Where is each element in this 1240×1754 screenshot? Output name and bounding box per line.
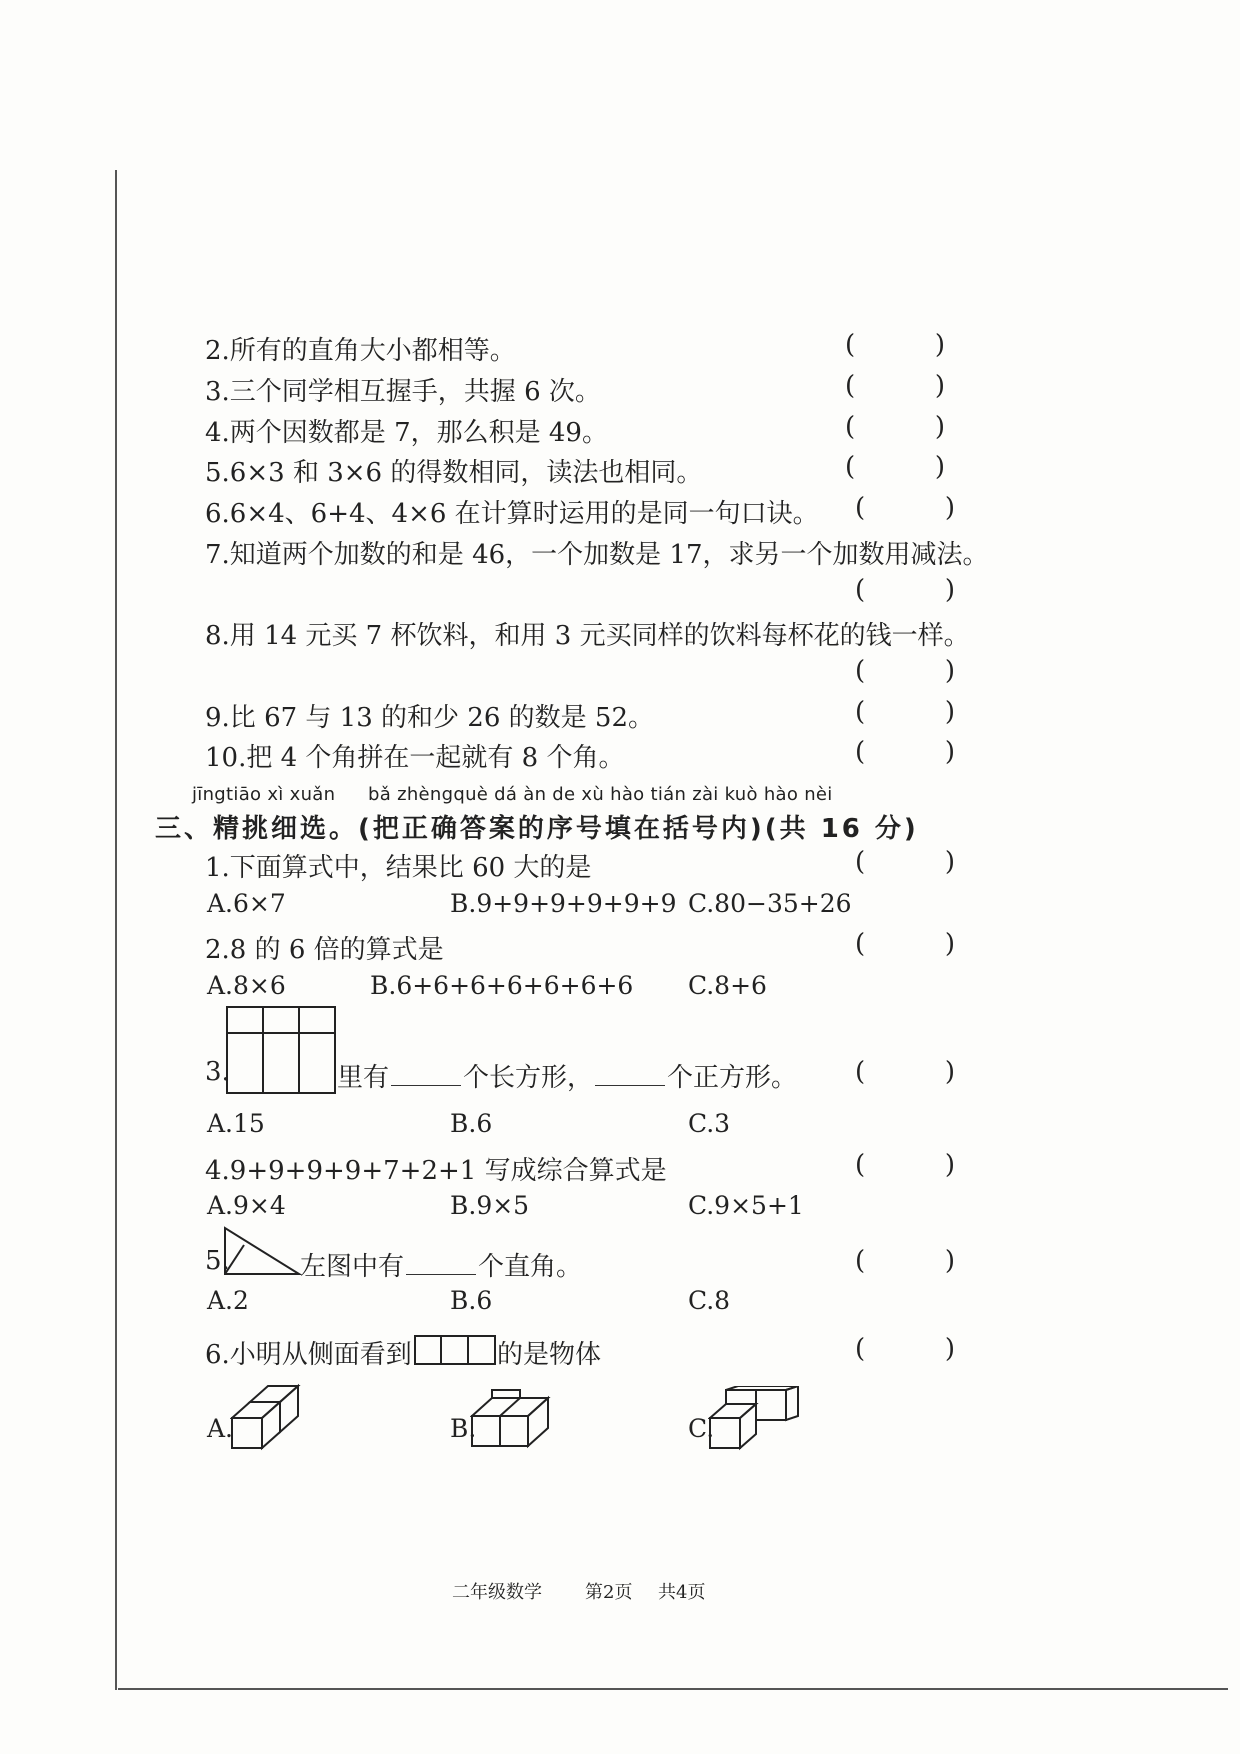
- choice-q6-text-1: 6.小明从侧面看到: [205, 1340, 412, 1370]
- q3-option-b[interactable]: B.6: [450, 1109, 493, 1138]
- judge-item-5: 5.6×3 和 3×6 的得数相同，读法也相同。: [205, 458, 703, 488]
- q5-option-b[interactable]: B.6: [450, 1286, 493, 1315]
- rectangle-grid-figure: [225, 1005, 337, 1095]
- q5-option-a[interactable]: A.2: [207, 1286, 249, 1315]
- cube-b-front-1: [472, 1416, 500, 1446]
- footer-subject: 二年级数学: [452, 1582, 542, 1603]
- q3-text-1: 里有: [337, 1063, 390, 1093]
- q6-option-c-label[interactable]: C.: [688, 1414, 715, 1443]
- cube-b-back-top: [492, 1390, 520, 1398]
- q3-option-c[interactable]: C.3: [688, 1109, 731, 1138]
- q4-option-c[interactable]: C.9×5+1: [688, 1191, 804, 1220]
- choice-q6-text-2: 的是物体: [497, 1340, 602, 1370]
- q2-option-b[interactable]: B.6+6+6+6+6+6+6: [370, 971, 634, 1000]
- footer-total-pages: 共4页: [658, 1582, 706, 1603]
- q5-text-2: 个直角。: [478, 1252, 583, 1282]
- cube-object-b: [470, 1388, 552, 1450]
- q4-option-a[interactable]: A.9×4: [207, 1191, 286, 1220]
- judge-item-2: 2.所有的直角大小都相等。: [205, 336, 516, 366]
- cube-b-side: [528, 1398, 548, 1446]
- choice-q1: 1.下面算式中，结果比 60 大的是: [205, 853, 592, 883]
- cube-a-side-2: [280, 1386, 298, 1432]
- cube-b-front-2: [500, 1416, 528, 1446]
- section-title: 三、精挑细选。(把正确答案的序号填在括号内)(共 16 分): [155, 814, 919, 844]
- cube-a-top-2: [250, 1386, 298, 1402]
- q3-blank-squares[interactable]: [595, 1067, 665, 1086]
- judge-item-3: 3.三个同学相互握手，共握 6 次。: [205, 377, 601, 407]
- judge-item-9: 9.比 67 与 13 的和少 26 的数是 52。: [205, 703, 654, 733]
- q3-text-3: 个正方形。: [667, 1063, 798, 1093]
- triangle-outline: [225, 1228, 299, 1274]
- q5-text-1: 左图中有: [300, 1252, 405, 1282]
- judge-item-4: 4.两个因数都是 7，那么积是 49。: [205, 418, 608, 448]
- cube-c-side-1: [740, 1404, 756, 1448]
- grid-outer-rect: [227, 1007, 335, 1093]
- q4-option-b[interactable]: B.9×5: [450, 1191, 530, 1220]
- q6-option-b-label[interactable]: B.: [450, 1414, 477, 1443]
- scan-bottom-border: [118, 1688, 1228, 1690]
- q6-option-a-label[interactable]: A.: [207, 1414, 234, 1443]
- judge-item-7: 7.知道两个加数的和是 46，一个加数是 17，求另一个加数用减法。: [205, 540, 989, 570]
- cube-c-front: [710, 1418, 740, 1448]
- choice-q5-number: 5.: [205, 1246, 230, 1276]
- q1-option-b[interactable]: B.9+9+9+9+9+9: [450, 889, 677, 918]
- q3-blank-rectangles[interactable]: [391, 1067, 461, 1086]
- choice-q3-number: 3.: [205, 1057, 230, 1087]
- cube-c-side-2: [786, 1386, 798, 1420]
- cube-object-c: [708, 1386, 804, 1452]
- judge-item-8: 8.用 14 元买 7 杯饮料，和用 3 元买同样的饮料每杯花的钱一样。: [205, 621, 970, 651]
- cube-c-back-1: [726, 1390, 756, 1404]
- footer-page-number: 第2页: [585, 1582, 633, 1603]
- judge-item-10: 10.把 4 个角拼在一起就有 8 个角。: [205, 743, 625, 773]
- cube-c-back-2: [756, 1390, 786, 1420]
- choice-q4: 4.9+9+9+9+7+2+1 写成综合算式是: [205, 1156, 667, 1186]
- q2-option-c[interactable]: C.8+6: [688, 971, 767, 1000]
- cube-a-front-bottom: [232, 1418, 262, 1448]
- q5-blank[interactable]: [406, 1256, 476, 1275]
- side-view-figure: [413, 1334, 497, 1366]
- q1-option-a[interactable]: A.6×7: [207, 889, 286, 918]
- q5-option-c[interactable]: C.8: [688, 1286, 731, 1315]
- choice-q2: 2.8 的 6 倍的算式是: [205, 935, 444, 965]
- section-pinyin-right: bǎ zhèngquè dá àn de xù hào tián zài kuò hào nèi: [368, 784, 833, 805]
- side-view-outline: [415, 1336, 495, 1364]
- cube-b-top-divider: [500, 1398, 520, 1416]
- q3-option-a[interactable]: A.15: [207, 1109, 265, 1138]
- q3-text-2: 个长方形，: [463, 1063, 594, 1093]
- triangle-inner-line: [225, 1245, 244, 1274]
- right-triangle-figure: [222, 1225, 302, 1277]
- judge-item-6: 6.6×4、6+4、4×6 在计算时运用的是同一句口诀。: [205, 499, 819, 529]
- cube-a-side-1: [262, 1402, 280, 1448]
- cube-object-a: [230, 1380, 310, 1452]
- section-pinyin-left: jīngtiāo xì xuǎn: [192, 784, 336, 805]
- cube-a-top-1: [232, 1402, 280, 1418]
- scan-left-border: [115, 170, 117, 1690]
- q2-option-a[interactable]: A.8×6: [207, 971, 286, 1000]
- choice-q5-text: [300, 1246, 582, 1283]
- choice-q3-text: [337, 1057, 797, 1094]
- q1-option-c[interactable]: C.80−35+26: [688, 889, 852, 918]
